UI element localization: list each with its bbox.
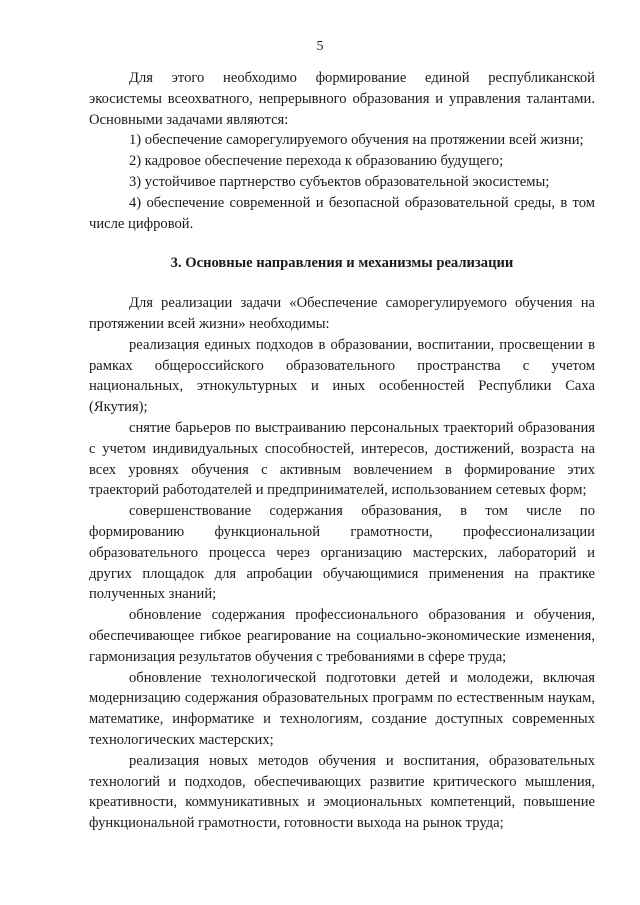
intro-paragraph: Для этого необходимо формирование единой республиканской экосистемы всеохватного, непрерывного образования и управления талантами. Основными задачами являются: [89, 70, 595, 128]
page-number: 5 [316, 39, 324, 54]
direction-item: совершенствование содержания образования, в том числе по формированию функциональной грамотности, профессионализации образовательного процесса через организацию мастерских, лабораторий и других площадок для апробации обучающимися применения на практике полученных знаний; [89, 503, 595, 603]
task-item: 4) обеспечение современной и безопасной образовательной среды, в том числе цифровой. [89, 194, 595, 232]
task-item: 2) кадровое обеспечение перехода к образованию будущего; [129, 153, 504, 170]
page-content [89, 68, 595, 834]
direction-item: обновление содержания профессионального образования и обучения, обеспечивающее гибкое реагирование на социально-экономические изменения, гармонизация результатов обучения с требованиями в сфере труда; [89, 607, 595, 665]
section-heading: 3. Основные направления и механизмы реализации [170, 255, 514, 272]
direction-item: реализация единых подходов в образовании, воспитании, просвещении в рамках общероссийского образовательного пространства с учетом национальных, этнокультурных и иных особенностей Республики Саха (Якутия); [89, 336, 595, 416]
direction-item: реализация новых методов обучения и воспитания, образовательных технологий и подходов, обеспечивающих развитие критического мышления, креативности, коммуникативных и эмоциональных компетенций, повышение функциональной грамотности, готовности выхода на рынок труда; [89, 752, 595, 832]
section-lead: Для реализации задачи «Обеспечение саморегулируемого обучения на протяжении всей жизни» необходимы: [89, 295, 595, 332]
task-item: 1) обеспечение саморегулируемого обучения на протяжении всей жизни; [129, 132, 584, 149]
direction-item: обновление технологической подготовки детей и молодежи, включая модернизацию содержания образовательных программ по естественным наукам, математике, информатике и технологиям, создание доступных современных технологических мастерских; [89, 669, 595, 748]
task-item: 3) устойчивое партнерство субъектов образовательной экосистемы; [129, 173, 550, 190]
direction-item: снятие барьеров по выстраиванию персональных траекторий образования с учетом индивидуальных способностей, интересов, достижений, возраста на всех уровнях обучения с активным вовлечением в формирование этих траекторий работодателей и предпринимателей, использованием сетевых форм; [89, 419, 595, 499]
